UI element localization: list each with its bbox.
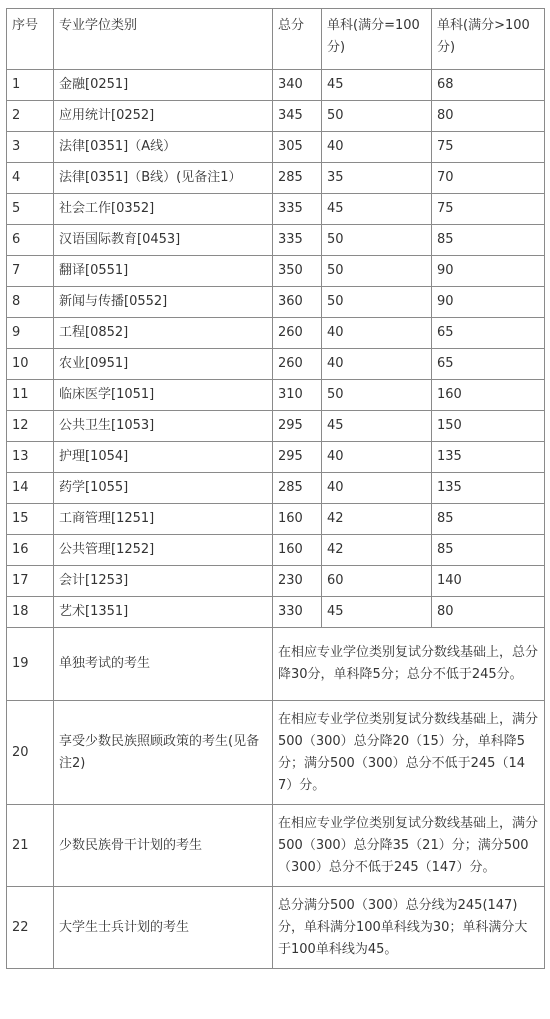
cell-category: 金融[0251] [54,70,273,101]
cell-total: 260 [273,349,322,380]
cell-category: 单独考试的考生 [54,628,273,701]
cell-single-100: 45 [322,194,432,225]
cell-single-gt100: 90 [432,287,545,318]
cell-category: 法律[0351]（A线） [54,132,273,163]
table-row [7,442,545,473]
cell-single-gt100: 85 [432,225,545,256]
cell-note: 在相应专业学位类别复试分数线基础上，总分降30分，单科降5分；总分不低于245分。 [273,628,545,701]
cell-single-100: 42 [322,504,432,535]
cell-total: 305 [273,132,322,163]
cell-category: 法律[0351]（B线）(见备注1） [54,163,273,194]
header-total: 总分 [273,9,322,70]
cell-single-gt100: 85 [432,504,545,535]
cell-single-gt100: 65 [432,318,545,349]
cell-single-gt100: 65 [432,349,545,380]
table-row [7,473,545,504]
table-row [7,132,545,163]
cell-category: 新闻与传播[0552] [54,287,273,318]
table-row [7,225,545,256]
table-row [7,163,545,194]
cell-single-gt100: 135 [432,442,545,473]
table-row-special [7,805,545,887]
cell-seq: 9 [7,318,54,349]
cell-single-gt100: 90 [432,256,545,287]
cell-single-100: 45 [322,411,432,442]
cell-single-gt100: 160 [432,380,545,411]
cell-note: 总分满分500（300）总分线为245(147)分，单科满分100单科线为30；单科满分大于100单科线为45。 [273,887,545,969]
cell-single-gt100: 68 [432,70,545,101]
cell-total: 160 [273,535,322,566]
cell-total: 160 [273,504,322,535]
cell-single-100: 40 [322,132,432,163]
score-table-container [6,8,545,969]
cell-single-100: 50 [322,225,432,256]
cell-total: 285 [273,163,322,194]
cell-category: 工程[0852] [54,318,273,349]
cell-single-100: 50 [322,101,432,132]
cell-seq: 19 [7,628,54,701]
cell-note: 在相应专业学位类别复试分数线基础上，满分500（300）总分降35（21）分；满分500（300）总分不低于245（147）分。 [273,805,545,887]
table-row [7,535,545,566]
cell-seq: 10 [7,349,54,380]
cell-category: 艺术[1351] [54,597,273,628]
table-row [7,597,545,628]
cell-total: 295 [273,411,322,442]
cell-total: 330 [273,597,322,628]
table-row [7,566,545,597]
cell-single-100: 42 [322,535,432,566]
cell-seq: 8 [7,287,54,318]
cell-seq: 6 [7,225,54,256]
table-row [7,256,545,287]
cell-seq: 16 [7,535,54,566]
table-row [7,194,545,225]
cell-single-100: 40 [322,473,432,504]
header-single-gt100: 单科(满分>100分) [432,9,545,70]
cell-seq: 7 [7,256,54,287]
cell-category: 享受少数民族照顾政策的考生(见备注2) [54,701,273,805]
table-row [7,287,545,318]
table-row-special [7,628,545,701]
cell-total: 310 [273,380,322,411]
cell-total: 285 [273,473,322,504]
cell-total: 340 [273,70,322,101]
cell-seq: 4 [7,163,54,194]
cell-category: 公共卫生[1053] [54,411,273,442]
cell-seq: 11 [7,380,54,411]
cell-seq: 20 [7,701,54,805]
cell-seq: 3 [7,132,54,163]
cell-single-100: 50 [322,287,432,318]
table-row [7,411,545,442]
cell-seq: 18 [7,597,54,628]
cell-total: 295 [273,442,322,473]
table-row [7,349,545,380]
cell-category: 会计[1253] [54,566,273,597]
cell-category: 汉语国际教育[0453] [54,225,273,256]
header-single-100: 单科(满分=100分) [322,9,432,70]
cell-seq: 1 [7,70,54,101]
cell-seq: 22 [7,887,54,969]
score-table [6,8,545,969]
cell-category: 社会工作[0352] [54,194,273,225]
cell-total: 345 [273,101,322,132]
cell-single-gt100: 150 [432,411,545,442]
table-header-row [7,9,545,70]
cell-total: 230 [273,566,322,597]
cell-total: 260 [273,318,322,349]
cell-seq: 13 [7,442,54,473]
cell-category: 翻译[0551] [54,256,273,287]
cell-single-100: 35 [322,163,432,194]
cell-single-gt100: 135 [432,473,545,504]
cell-single-gt100: 80 [432,101,545,132]
cell-seq: 21 [7,805,54,887]
header-category: 专业学位类别 [54,9,273,70]
table-row [7,504,545,535]
cell-single-100: 40 [322,318,432,349]
table-row-special [7,887,545,969]
cell-seq: 12 [7,411,54,442]
cell-category: 工商管理[1251] [54,504,273,535]
table-row-special [7,701,545,805]
cell-category: 少数民族骨干计划的考生 [54,805,273,887]
cell-category: 公共管理[1252] [54,535,273,566]
table-row [7,380,545,411]
cell-category: 护理[1054] [54,442,273,473]
cell-category: 应用统计[0252] [54,101,273,132]
cell-category: 药学[1055] [54,473,273,504]
cell-single-gt100: 75 [432,132,545,163]
cell-single-100: 45 [322,70,432,101]
cell-category: 临床医学[1051] [54,380,273,411]
cell-single-gt100: 75 [432,194,545,225]
cell-seq: 17 [7,566,54,597]
cell-single-100: 40 [322,349,432,380]
cell-seq: 2 [7,101,54,132]
cell-single-gt100: 70 [432,163,545,194]
table-row [7,318,545,349]
cell-single-100: 40 [322,442,432,473]
cell-total: 350 [273,256,322,287]
cell-single-100: 50 [322,256,432,287]
cell-seq: 15 [7,504,54,535]
cell-category: 大学生士兵计划的考生 [54,887,273,969]
cell-single-100: 60 [322,566,432,597]
cell-single-gt100: 140 [432,566,545,597]
table-row [7,101,545,132]
cell-total: 335 [273,225,322,256]
cell-single-gt100: 80 [432,597,545,628]
header-seq: 序号 [7,9,54,70]
cell-total: 360 [273,287,322,318]
table-row [7,70,545,101]
cell-single-100: 50 [322,380,432,411]
cell-seq: 14 [7,473,54,504]
cell-category: 农业[0951] [54,349,273,380]
cell-total: 335 [273,194,322,225]
cell-single-gt100: 85 [432,535,545,566]
cell-seq: 5 [7,194,54,225]
cell-single-100: 45 [322,597,432,628]
cell-note: 在相应专业学位类别复试分数线基础上，满分500（300）总分降20（15）分，单科降5分；满分500（300）总分不低于245（147）分。 [273,701,545,805]
